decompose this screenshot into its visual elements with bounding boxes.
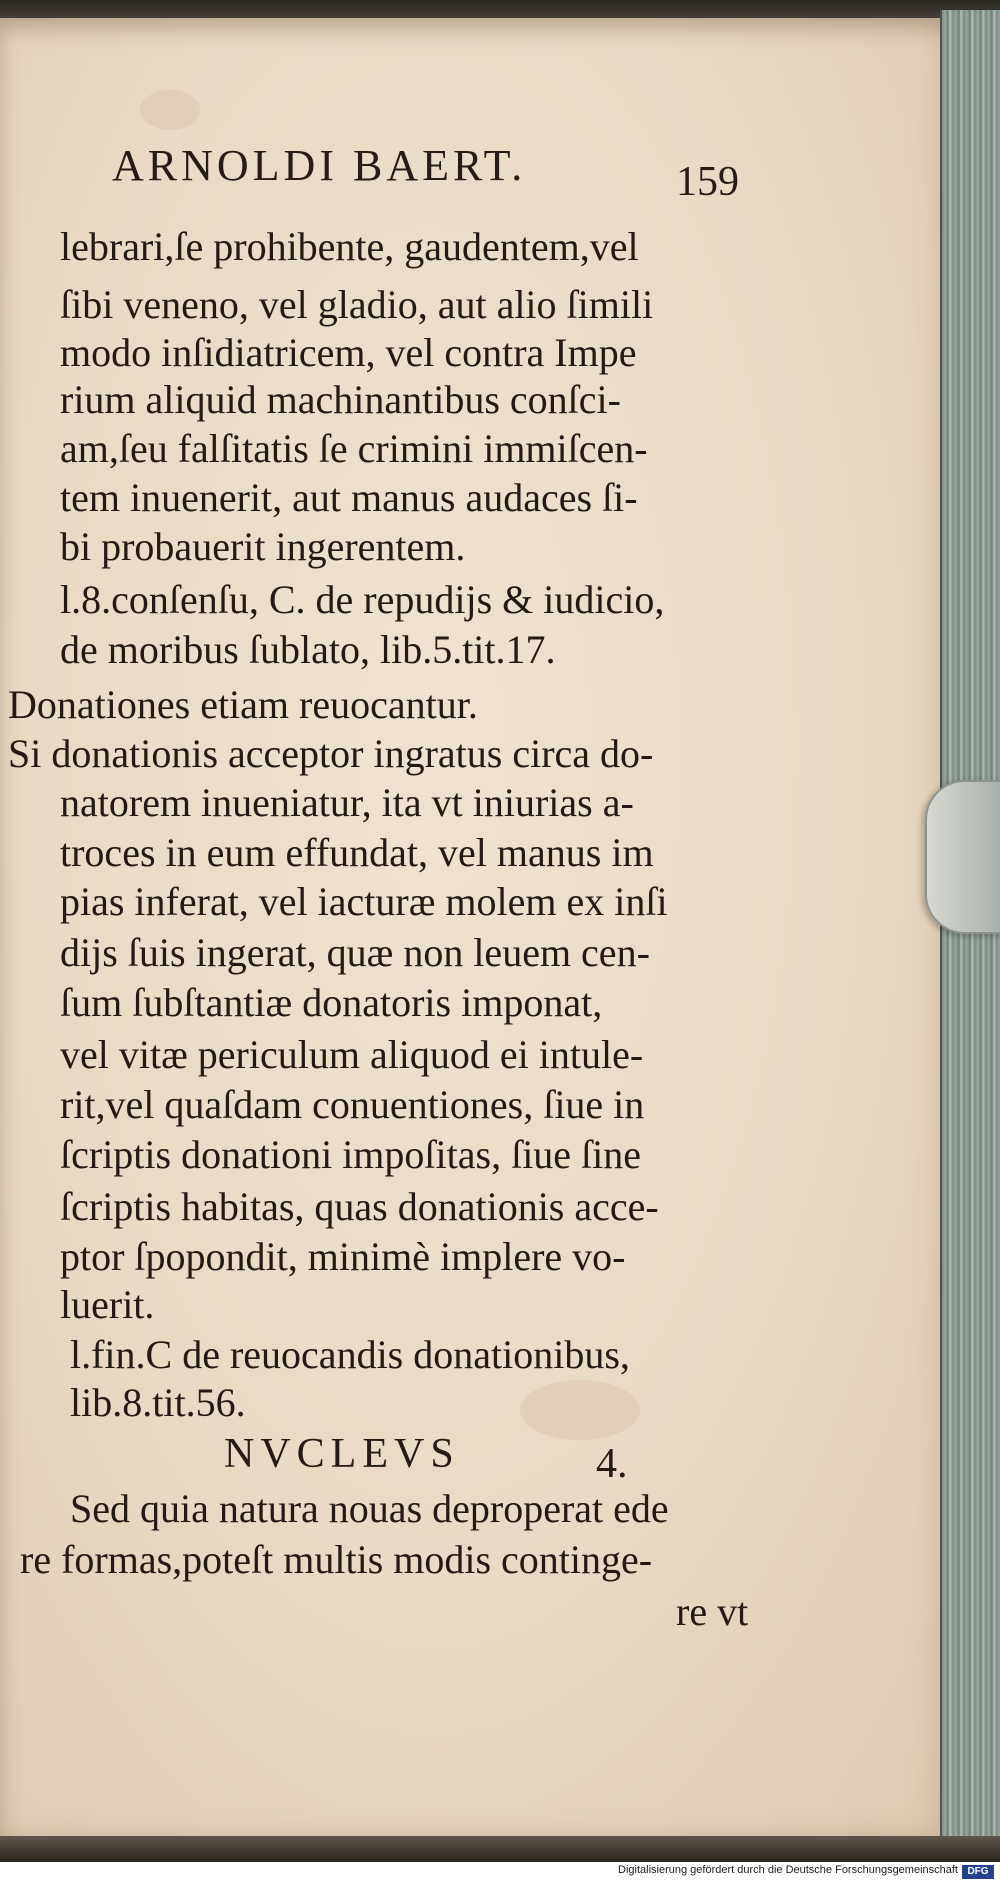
text-line: ſcriptis donationi impoſitas, ſiue ſine bbox=[60, 1132, 642, 1177]
text-line: ſibi veneno, vel gladio, aut alio ſimili bbox=[60, 282, 654, 327]
section-heading: Donationes etiam reuocantur. bbox=[8, 682, 478, 727]
text-line: vel vitæ periculum aliquod ei intule- bbox=[60, 1032, 644, 1077]
running-head: ARNOLDI BAERT. bbox=[112, 141, 527, 190]
text-line: bi probauerit ingerentem. bbox=[60, 524, 466, 569]
text-line: Sed quia natura nouas deproperat ede bbox=[70, 1486, 669, 1531]
credit-text: Digitalisierung gefördert durch die Deutsche Forschungsgemeinschaft bbox=[618, 1864, 958, 1876]
text-line: rit,vel quaſdam conuentiones, ſiue in bbox=[60, 1082, 645, 1127]
text-line: natorem inueniatur, ita vt iniurias a- bbox=[60, 780, 634, 825]
nucleus-number: 4. bbox=[596, 1441, 628, 1487]
text-line: luerit. bbox=[60, 1282, 155, 1327]
dfg-logo: DFG bbox=[962, 1865, 994, 1879]
citation-line: lib.8.tit.56. bbox=[70, 1380, 246, 1425]
text-line: am,ſeu falſitatis ſe crimini immiſcen- bbox=[60, 426, 648, 471]
citation-line: l.fin.C de reuocandis donationibus, bbox=[70, 1332, 630, 1377]
text-line: pias inferat, vel iacturæ molem ex inſi bbox=[60, 879, 668, 924]
text-line: tem inuenerit, aut manus audaces ſi- bbox=[60, 475, 638, 520]
text-line: troces in eum effundat, vel manus im bbox=[60, 830, 654, 875]
text-line: ſcriptis habitas, quas donationis acce- bbox=[60, 1184, 659, 1229]
nucleus-heading: NVCLEVS bbox=[224, 1431, 460, 1477]
credit-footer bbox=[0, 1862, 1000, 1882]
text-line: rium aliquid machinantibus conſci- bbox=[60, 377, 621, 422]
citation-line: l.8.conſenſu, C. de repudijs & iudicio, bbox=[60, 577, 665, 622]
text-line: modo inſidiatricem, vel contra Impe bbox=[60, 330, 637, 375]
citation-line: de moribus ſublato, lib.5.tit.17. bbox=[60, 627, 556, 672]
page-number: 159 bbox=[676, 159, 739, 205]
text-line: lebrari,ſe prohibente, gaudentem,vel bbox=[60, 224, 639, 269]
book-bottom-edge bbox=[0, 1836, 1000, 1862]
text-line: re formas,poteſt multis modis continge- bbox=[20, 1537, 653, 1582]
text-line: dijs ſuis ingerat, quæ non leuem cen- bbox=[60, 930, 650, 975]
text-line: ptor ſpopondit, minimè implere vo- bbox=[60, 1234, 626, 1279]
catchword: re vt bbox=[676, 1589, 749, 1634]
text-line: Si donationis acceptor ingratus circa do- bbox=[8, 731, 654, 776]
text-line: ſum ſubſtantiæ donatoris imponat, bbox=[60, 980, 603, 1025]
